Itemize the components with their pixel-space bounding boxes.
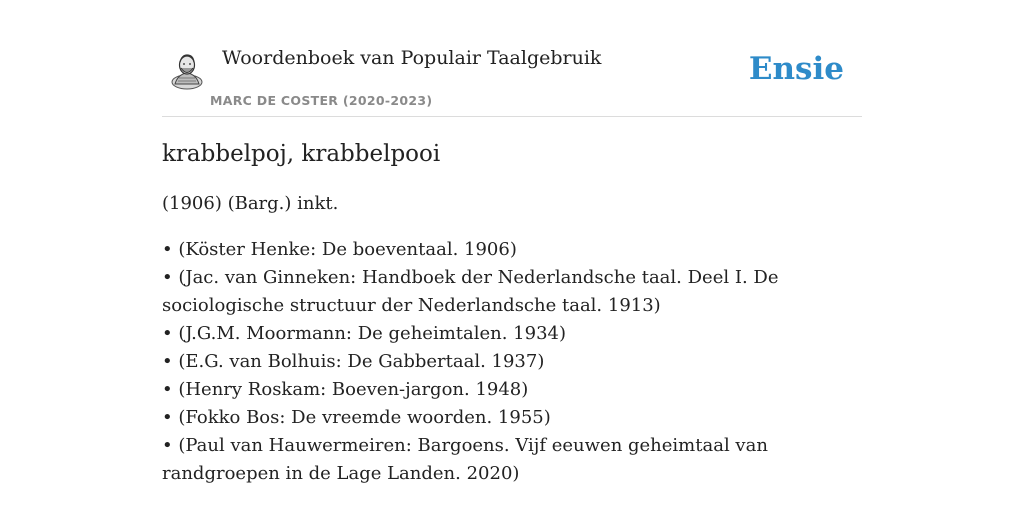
source-item: • (E.G. van Bolhuis: De Gabbertaal. 1937) bbox=[162, 351, 545, 372]
dictionary-title[interactable]: Woordenboek van Populair Taalgebruik bbox=[222, 47, 602, 69]
ensie-logo[interactable]: Ensie bbox=[748, 51, 844, 87]
source-item: • (Henry Roskam: Boeven-jargon. 1948) bbox=[162, 379, 529, 400]
source-item: • (Fokko Bos: De vreemde woorden. 1955) bbox=[162, 407, 551, 428]
entry-headword: krabbelpoj, krabbelpooi bbox=[162, 141, 441, 167]
entry-definition: (1906) (Barg.) inkt. bbox=[162, 193, 339, 214]
entry-content bbox=[162, 138, 862, 488]
source-item: • (Jac. van Ginneken: Handboek der Nederlandsche taal. Deel I. De sociologische structuur der Nederlandsche taal. 1913) bbox=[162, 267, 779, 316]
site-header bbox=[162, 0, 862, 117]
author-portrait-icon[interactable] bbox=[170, 52, 204, 90]
author-name[interactable]: MARC DE COSTER (2020-2023) bbox=[210, 93, 433, 108]
source-item: • (Köster Henke: De boeventaal. 1906) bbox=[162, 239, 517, 260]
source-list bbox=[162, 236, 862, 488]
source-item: • (J.G.M. Moormann: De geheimtalen. 1934) bbox=[162, 323, 567, 344]
source-item: • (Paul van Hauwermeiren: Bargoens. Vijf eeuwen geheimtaal van randgroepen in de Lage Landen. 2020) bbox=[162, 435, 768, 484]
